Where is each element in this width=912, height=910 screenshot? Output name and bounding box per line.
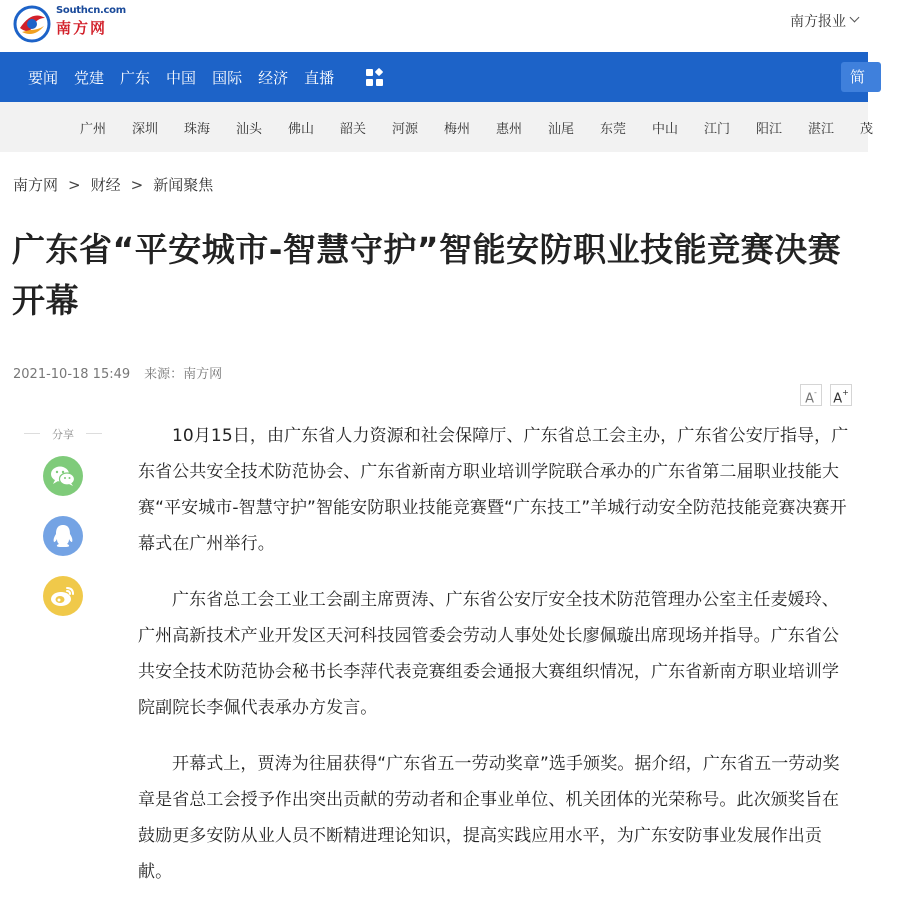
city-item[interactable]: 汕尾 xyxy=(548,121,575,137)
font-increase-label: A xyxy=(833,391,843,407)
city-items xyxy=(80,102,912,152)
main-nav xyxy=(0,52,868,102)
top-bar xyxy=(0,0,868,52)
city-item[interactable]: 茂 xyxy=(860,121,874,137)
article-title: 广东省“平安城市-智慧守护”智能安防职业技能竞赛决赛开幕 xyxy=(12,230,842,320)
font-decrease-button[interactable] xyxy=(800,384,822,406)
city-item[interactable]: 梅州 xyxy=(444,121,471,137)
city-item[interactable]: 汕头 xyxy=(236,121,263,137)
minus-icon: - xyxy=(814,388,817,397)
southcn-logo[interactable] xyxy=(12,2,126,46)
nav-item-jingji[interactable]: 经济 xyxy=(258,68,289,87)
city-bar xyxy=(0,102,874,152)
city-item[interactable]: 阳江 xyxy=(756,121,783,137)
logo-mark-icon xyxy=(12,4,52,44)
logo-text-en: Southcn.com xyxy=(56,5,126,16)
nanfang-baoye-link[interactable]: 南方报业 xyxy=(790,14,846,30)
city-item[interactable]: 东莞 xyxy=(600,121,627,137)
plus-icon: + xyxy=(842,388,849,397)
qq-icon xyxy=(43,516,83,556)
city-item[interactable]: 珠海 xyxy=(184,121,211,137)
share-qq-button[interactable] xyxy=(43,516,83,556)
chevron-down-icon[interactable] xyxy=(850,13,860,23)
city-item[interactable]: 佛山 xyxy=(288,121,315,137)
article-source: 来源：南方网 xyxy=(144,367,223,382)
article-paragraph: 10月15日，由广东省人力资源和社会保障厅、广东省总工会主办，广东省公安厅指导，广东省公共安全技术防范协会、广东省新南方职业培训学院联合承办的广东省第二届职业技能大赛“平安城市-智慧守护”智能安防职业技能竞赛暨“广东技工”羊城行动安全防范技能竞赛决赛开幕式在广州举行。 xyxy=(138,426,849,554)
nav-item-guoji[interactable]: 国际 xyxy=(212,68,243,87)
breadcrumb-item-finance[interactable]: 财经 xyxy=(90,176,121,194)
nav-item-dangjian[interactable]: 党建 xyxy=(74,68,105,87)
city-item[interactable]: 湛江 xyxy=(808,121,835,137)
breadcrumb-item-home[interactable]: 南方网 xyxy=(13,176,59,194)
share-weibo-button[interactable] xyxy=(43,576,83,616)
breadcrumb-separator: > xyxy=(68,176,81,194)
city-item[interactable]: 广州 xyxy=(80,121,107,137)
city-item[interactable]: 韶关 xyxy=(340,121,367,137)
nav-item-zhibo[interactable]: 直播 xyxy=(304,68,335,87)
nav-item-yaowen[interactable]: 要闻 xyxy=(28,68,59,87)
weibo-icon xyxy=(43,576,83,616)
article-paragraph: 开幕式上，贾涛为往届获得“广东省五一劳动奖章”选手颁奖。据介绍，广东省五一劳动奖章是省总工会授予作出突出贡献的劳动者和企事业单位、机关团体的光荣称号。此次颁奖旨在鼓励更多安防从业人员不断精进理论知识，提高实践应用水平，为广东安防事业发展作出贡献。 xyxy=(138,754,840,882)
city-item[interactable]: 中山 xyxy=(652,121,679,137)
city-item[interactable]: 深圳 xyxy=(132,121,159,137)
font-decrease-label: A xyxy=(805,391,814,407)
breadcrumb xyxy=(13,174,213,195)
simplified-chinese-button[interactable]: 简 xyxy=(841,62,881,92)
article-meta xyxy=(13,363,222,382)
city-item[interactable]: 河源 xyxy=(392,121,419,137)
nav-item-zhongguo[interactable]: 中国 xyxy=(166,68,197,87)
font-increase-button[interactable] xyxy=(830,384,852,406)
article-paragraph: 广东省总工会工业工会副主席贾涛、广东省公安厅安全技术防范管理办公室主任麦媛玲、广州高新技术产业开发区天河科技园管委会劳动人事处处长廖佩璇出席现场并指导。广东省公共安全技术防范协会秘书长李萍代表竞赛组委会通报大赛组织情况，广东省新南方职业培训学院副院长李佩代表承办方发言。 xyxy=(138,590,840,718)
breadcrumb-separator: > xyxy=(130,176,144,194)
share-wechat-button[interactable] xyxy=(43,456,83,496)
nav-items xyxy=(28,52,350,102)
wechat-icon xyxy=(43,456,83,496)
logo-text-cn: 南方网 xyxy=(56,19,108,37)
share-label: 分享 xyxy=(24,426,102,442)
breadcrumb-item-news[interactable]: 新闻聚焦 xyxy=(153,176,214,194)
city-item[interactable]: 江门 xyxy=(704,121,731,137)
article-date: 2021-10-18 15:49 xyxy=(13,367,131,382)
grid-icon[interactable] xyxy=(366,69,383,86)
city-item[interactable]: 惠州 xyxy=(496,121,523,137)
nav-item-guangdong[interactable]: 广东 xyxy=(120,68,151,87)
article-body xyxy=(138,418,854,910)
